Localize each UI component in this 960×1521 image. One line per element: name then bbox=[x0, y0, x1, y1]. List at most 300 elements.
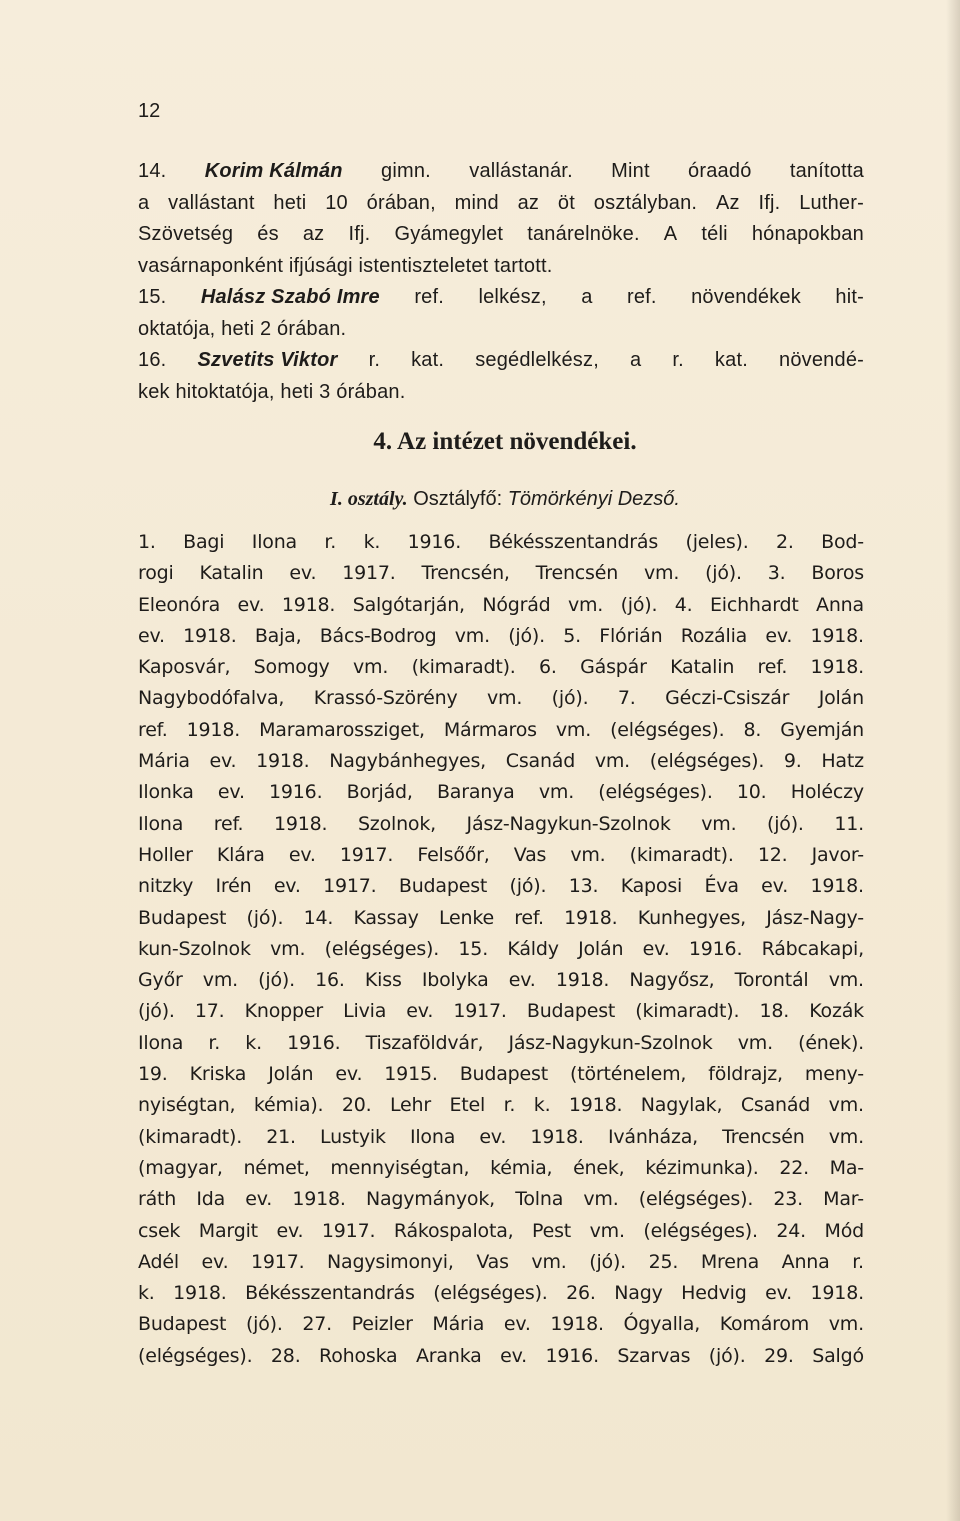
word: Nagylak, bbox=[640, 1094, 723, 1117]
word: 1918. bbox=[273, 812, 328, 835]
word: kek hitoktatója, heti 3 órában. bbox=[138, 380, 406, 403]
word: Ifj. bbox=[348, 223, 371, 245]
word: vm. bbox=[643, 562, 680, 585]
word: Bács-Bodrog bbox=[319, 624, 437, 647]
word: Baja, bbox=[254, 624, 302, 647]
word: Holéczy bbox=[790, 781, 864, 804]
word: Lustyik bbox=[320, 1125, 386, 1148]
word: kat. bbox=[714, 349, 748, 371]
word: vm. bbox=[737, 1031, 773, 1054]
word: Nagyősz, bbox=[629, 969, 715, 992]
staff-line bbox=[138, 282, 864, 314]
word: segédlelkész, bbox=[475, 349, 599, 371]
word: 14. bbox=[138, 160, 167, 182]
word: 21. bbox=[266, 1125, 296, 1148]
word: ev. bbox=[500, 1344, 528, 1367]
word: Hedvig bbox=[681, 1282, 747, 1305]
class-label: I. osztály. bbox=[330, 488, 408, 510]
roster-line bbox=[138, 746, 864, 777]
word: Csanád bbox=[505, 750, 576, 773]
word: ev. bbox=[201, 1250, 229, 1273]
word: 23. bbox=[773, 1188, 803, 1211]
word: r. bbox=[503, 1094, 516, 1117]
word: ev. bbox=[288, 843, 316, 866]
word: növendékek bbox=[691, 286, 801, 308]
word: Flórián bbox=[599, 624, 663, 647]
word: mind bbox=[454, 191, 499, 214]
word: lelkész, bbox=[478, 286, 547, 308]
word: Bagi bbox=[183, 531, 225, 553]
word: Boros bbox=[811, 562, 864, 585]
word: 4. bbox=[674, 593, 693, 616]
word: Borjád, bbox=[346, 781, 413, 804]
word: 19. bbox=[138, 1063, 168, 1086]
word: Trencsén, bbox=[421, 562, 510, 585]
word: Anna bbox=[781, 1250, 830, 1273]
staff-line bbox=[138, 156, 864, 188]
word: Mód bbox=[824, 1219, 864, 1242]
word: (jeles). bbox=[685, 531, 749, 553]
word: 1918. bbox=[173, 1282, 227, 1305]
roster-line bbox=[138, 1059, 864, 1090]
word: Peizler bbox=[351, 1313, 413, 1336]
word: vm. bbox=[570, 843, 606, 866]
word: 27. bbox=[302, 1313, 332, 1336]
word: vm. bbox=[589, 1219, 625, 1242]
word: vm. bbox=[828, 1094, 864, 1117]
word: 8. bbox=[743, 718, 762, 741]
word: Margit bbox=[198, 1219, 258, 1242]
word: ev. bbox=[138, 624, 165, 647]
word: 1918. bbox=[186, 718, 241, 741]
word: 2. bbox=[776, 531, 794, 553]
word: ev. bbox=[289, 562, 317, 585]
word: Békésszentandrás bbox=[245, 1282, 415, 1305]
staff-paragraphs bbox=[138, 156, 864, 408]
word: Mária bbox=[138, 750, 190, 773]
word: Rákospalota, bbox=[393, 1219, 514, 1242]
word: 7. bbox=[617, 687, 636, 710]
word: oktatója, heti 2 órában. bbox=[138, 317, 347, 340]
word: Kiss bbox=[364, 969, 402, 992]
word: osztályban. bbox=[593, 191, 698, 214]
word: hit- bbox=[835, 286, 864, 308]
word: Éva bbox=[704, 875, 739, 898]
word: vm. bbox=[828, 1125, 864, 1148]
word: Mármaros bbox=[443, 718, 537, 741]
word: (történelem, bbox=[569, 1063, 687, 1086]
word: kézimunka). bbox=[645, 1156, 759, 1179]
roster-line bbox=[138, 652, 864, 683]
word: Jász-Nagykun-Szolnok bbox=[466, 812, 671, 835]
word: Győr bbox=[138, 969, 183, 992]
word: 1915. bbox=[384, 1063, 438, 1086]
word: 1918. bbox=[810, 875, 864, 898]
word: 1918. bbox=[256, 750, 310, 773]
roster-line bbox=[138, 1216, 864, 1247]
roster-line bbox=[138, 809, 864, 840]
staff-line bbox=[138, 188, 864, 220]
word: vm. bbox=[352, 656, 389, 679]
word: nyiségtan, bbox=[138, 1094, 236, 1117]
roster-line bbox=[138, 840, 864, 871]
roster-line bbox=[138, 777, 864, 808]
word: Vas bbox=[513, 843, 547, 866]
word: Jász-Nagy- bbox=[766, 906, 864, 929]
word: Csanád bbox=[740, 1094, 811, 1117]
word: Ógyalla, bbox=[623, 1313, 701, 1336]
word: (jó). bbox=[766, 812, 804, 835]
word: Lenke bbox=[438, 906, 494, 929]
word: 16. bbox=[315, 969, 345, 992]
word: 1917. bbox=[251, 1250, 305, 1273]
word: 1918. bbox=[281, 593, 336, 616]
word: vm. bbox=[555, 718, 592, 741]
word: (kimaradt). bbox=[138, 1125, 243, 1148]
word: ének, bbox=[573, 1156, 625, 1179]
word: Etel bbox=[449, 1094, 486, 1117]
word: Aranka bbox=[416, 1344, 482, 1367]
word: Jolán bbox=[268, 1063, 314, 1086]
word: Trencsén bbox=[722, 1125, 805, 1148]
roster-line bbox=[138, 1184, 864, 1215]
roster-line bbox=[138, 621, 864, 652]
word: Tolna bbox=[515, 1188, 564, 1211]
roster-line bbox=[138, 683, 864, 714]
section-heading: 4. Az intézet növendékei. bbox=[373, 428, 637, 455]
word: kun-Szolnok bbox=[138, 937, 251, 960]
word: Géczi-Csiszár bbox=[665, 687, 790, 710]
word: csek bbox=[138, 1219, 181, 1242]
word: A bbox=[663, 223, 678, 245]
word: Irén bbox=[215, 875, 252, 898]
word: 1918. bbox=[550, 1313, 604, 1336]
word: vm. bbox=[538, 781, 575, 804]
word: ráth bbox=[138, 1188, 177, 1211]
word: (elégséges). bbox=[598, 781, 713, 804]
word: vallástant bbox=[168, 191, 255, 214]
word: Nagybodófalva, bbox=[138, 687, 285, 710]
word: 1918. bbox=[810, 624, 864, 647]
word: (jó). bbox=[245, 1313, 283, 1336]
word: Nagybánhegyes, bbox=[329, 750, 487, 773]
word: (jó). bbox=[138, 1000, 175, 1023]
word: Pest bbox=[532, 1219, 572, 1242]
word: Nógrád bbox=[482, 593, 551, 616]
word: Ivánháza, bbox=[607, 1125, 699, 1148]
word: 1918. bbox=[810, 656, 864, 679]
word: Maramarossziget, bbox=[259, 718, 425, 741]
word: Szarvas bbox=[617, 1344, 691, 1367]
word: Lehr bbox=[389, 1094, 431, 1117]
word: Kozák bbox=[809, 1000, 864, 1023]
word: 25. bbox=[648, 1250, 679, 1273]
word: Adél bbox=[138, 1250, 179, 1273]
class-head-name: Tömörkényi Dezső. bbox=[507, 488, 680, 510]
word: (elégséges). bbox=[610, 718, 725, 741]
word: Gáspár bbox=[580, 656, 647, 679]
word: Nagymányok, bbox=[365, 1188, 496, 1211]
roster-line bbox=[138, 996, 864, 1027]
word: ev. bbox=[209, 750, 237, 773]
roster-line bbox=[138, 1122, 864, 1153]
word: tanárelnöke. bbox=[527, 223, 640, 245]
word: Kaposvár, bbox=[138, 656, 231, 679]
word: Jolán bbox=[578, 937, 624, 960]
word: ev. bbox=[273, 875, 301, 898]
word: ev. bbox=[406, 1000, 434, 1023]
word: Ibolyka bbox=[421, 969, 489, 992]
word: 22. bbox=[779, 1156, 809, 1179]
word: r. bbox=[672, 349, 684, 371]
roster-line bbox=[138, 1341, 864, 1372]
word: hónapokban bbox=[751, 223, 864, 245]
word: ev. bbox=[503, 1313, 531, 1336]
word: ev. bbox=[765, 624, 793, 647]
word: k. bbox=[363, 531, 381, 553]
word: öt bbox=[557, 191, 576, 214]
class-head-label: Osztályfő: bbox=[413, 488, 503, 510]
word: 3. bbox=[767, 562, 786, 585]
word: vm. bbox=[567, 593, 604, 616]
word: Budapest bbox=[459, 1063, 548, 1086]
word: vm. bbox=[202, 969, 238, 992]
word: 1918. bbox=[564, 906, 618, 929]
word: 15. bbox=[458, 937, 489, 960]
word: k. bbox=[138, 1282, 155, 1305]
word: (jó). bbox=[589, 1250, 627, 1273]
roster-line bbox=[138, 871, 864, 902]
word: Rozália bbox=[680, 624, 748, 647]
word: Korim Kálmán bbox=[204, 160, 343, 182]
word: vm. bbox=[594, 750, 631, 773]
word: ref. bbox=[514, 906, 544, 929]
word: Salgó bbox=[812, 1344, 864, 1367]
word: Ma- bbox=[829, 1156, 864, 1179]
word: heti bbox=[273, 191, 307, 214]
word: a bbox=[630, 349, 642, 371]
word: vm. bbox=[828, 1313, 864, 1336]
word: 1918. bbox=[292, 1188, 346, 1211]
word: vm. bbox=[270, 937, 306, 960]
word: Torontál bbox=[734, 969, 809, 992]
word: az bbox=[517, 191, 540, 214]
word: ev. bbox=[761, 875, 789, 898]
roster-line bbox=[138, 1247, 864, 1278]
word: Budapest bbox=[526, 1000, 616, 1023]
word: Rábcakapi, bbox=[761, 937, 864, 960]
staff-line bbox=[138, 377, 864, 409]
word: német, bbox=[243, 1156, 310, 1179]
word: 1917. bbox=[342, 562, 396, 585]
word: Luther- bbox=[799, 191, 864, 214]
word: ev. bbox=[642, 937, 670, 960]
word: 1918. bbox=[530, 1125, 584, 1148]
word: Gyemján bbox=[780, 718, 864, 741]
staff-line bbox=[138, 219, 864, 251]
word: Békésszentandrás bbox=[488, 531, 659, 553]
word: ev. bbox=[479, 1125, 507, 1148]
word: (jó). bbox=[509, 875, 547, 898]
word: 28. bbox=[270, 1344, 301, 1367]
word: 14. bbox=[303, 906, 334, 929]
word: Katalin bbox=[670, 656, 735, 679]
word: óraadó bbox=[688, 160, 752, 182]
word: (elégséges). bbox=[638, 1188, 754, 1211]
word: Mrena bbox=[700, 1250, 760, 1273]
word: 1917. bbox=[323, 875, 377, 898]
word: Az bbox=[715, 191, 740, 214]
word: rogi bbox=[138, 562, 174, 585]
word: a bbox=[581, 286, 593, 308]
word: 1918. bbox=[183, 624, 237, 647]
word: földrajz, bbox=[708, 1063, 783, 1086]
page-edge-shadow bbox=[946, 0, 960, 1521]
word: Eichhardt bbox=[709, 593, 799, 616]
word: Klára bbox=[216, 843, 265, 866]
word: (magyar, bbox=[138, 1156, 223, 1179]
word: Nagysimonyi, bbox=[327, 1250, 454, 1273]
word: k. bbox=[245, 1031, 262, 1054]
staff-line bbox=[138, 251, 864, 283]
word: Mint bbox=[611, 160, 650, 182]
word: (kimaradt). bbox=[635, 1000, 740, 1023]
word: Anna bbox=[816, 593, 864, 616]
word: 1916. bbox=[407, 531, 462, 553]
word: gimn. bbox=[381, 160, 431, 182]
word: Komárom bbox=[719, 1313, 810, 1336]
word: ev. bbox=[276, 1219, 304, 1242]
word: Mar- bbox=[823, 1188, 864, 1211]
word: Ilonka bbox=[138, 781, 194, 804]
word: vallástanár. bbox=[469, 160, 573, 182]
word: Jász-Nagykun-Szolnok bbox=[508, 1031, 713, 1054]
word: 17. bbox=[194, 1000, 225, 1023]
word: Jolán bbox=[818, 687, 864, 710]
word: 1916. bbox=[688, 937, 743, 960]
roster-line bbox=[138, 558, 864, 589]
roster-line bbox=[138, 903, 864, 934]
word: 1. bbox=[138, 531, 156, 553]
word: Szövetség bbox=[138, 223, 234, 245]
word: (elégséges). bbox=[324, 937, 440, 960]
word: Krassó-Szörény bbox=[313, 687, 458, 710]
word: ev. bbox=[335, 1063, 363, 1086]
word: k. bbox=[533, 1094, 551, 1117]
word: Knopper bbox=[244, 1000, 324, 1023]
word: (kimaradt). bbox=[411, 656, 516, 679]
word: Holler bbox=[138, 843, 193, 866]
word: Ifj. bbox=[758, 191, 781, 214]
word: órában, bbox=[366, 191, 436, 214]
word: 1916. bbox=[545, 1344, 599, 1367]
word: nitzky bbox=[138, 875, 194, 898]
word: Katalin bbox=[199, 562, 264, 585]
roster-line bbox=[138, 965, 864, 996]
word: ref. bbox=[757, 656, 788, 679]
word: 1917. bbox=[339, 843, 394, 866]
word: vm. bbox=[531, 1250, 567, 1273]
word: vm. bbox=[487, 687, 523, 710]
word: 26. bbox=[566, 1282, 596, 1305]
word: (elégséges). bbox=[643, 1219, 758, 1242]
word: ref. bbox=[414, 286, 445, 308]
word: Somogy bbox=[253, 656, 330, 679]
staff-line bbox=[138, 345, 864, 377]
word: 20. bbox=[341, 1094, 372, 1117]
word: meny- bbox=[804, 1063, 864, 1086]
word: vm. bbox=[701, 812, 737, 835]
word: 11. bbox=[834, 812, 864, 835]
word: Ilona bbox=[138, 812, 184, 835]
roster-line bbox=[138, 934, 864, 965]
word: Káldy bbox=[507, 937, 559, 960]
word: Kriska bbox=[189, 1063, 247, 1086]
word: Felsőőr, bbox=[417, 843, 490, 866]
page-number: 12 bbox=[138, 100, 161, 122]
word: 1917. bbox=[453, 1000, 507, 1023]
class-header bbox=[0, 488, 960, 511]
word: ev. bbox=[245, 1188, 273, 1211]
word: ref. bbox=[138, 718, 168, 741]
word: és bbox=[257, 223, 279, 245]
word: Halász Szabó Imre bbox=[200, 286, 380, 308]
roster-line bbox=[138, 1153, 864, 1184]
word: Ilona bbox=[251, 531, 297, 553]
word: r. bbox=[208, 1031, 221, 1054]
word: Ilona bbox=[138, 1031, 184, 1054]
word: téli bbox=[701, 223, 728, 245]
roster-line bbox=[138, 1309, 864, 1340]
word: növendé- bbox=[779, 349, 864, 371]
word: 16. bbox=[138, 349, 167, 371]
word: Eleonóra bbox=[138, 593, 221, 616]
roster-line bbox=[138, 1028, 864, 1059]
word: ev. bbox=[508, 969, 536, 992]
word: kémia, bbox=[490, 1156, 553, 1179]
staff-line bbox=[138, 314, 864, 346]
word: Kaposi bbox=[620, 875, 683, 898]
word: (jó). bbox=[258, 969, 295, 992]
word: (jó). bbox=[705, 562, 742, 585]
word: Ilona bbox=[409, 1125, 456, 1148]
word: Salgótarján, bbox=[352, 593, 465, 616]
word: Hatz bbox=[821, 750, 864, 773]
word: ev. bbox=[237, 593, 265, 616]
word: ev. bbox=[217, 781, 245, 804]
word: Vas bbox=[476, 1250, 509, 1273]
word: 15. bbox=[138, 286, 167, 308]
word: vm. bbox=[454, 624, 490, 647]
word: r. bbox=[324, 531, 337, 553]
word: Kunhegyes, bbox=[637, 906, 747, 929]
word: (jó). bbox=[620, 593, 658, 616]
word: (elégséges). bbox=[138, 1344, 253, 1367]
word: kat. bbox=[411, 349, 445, 371]
word: Ida bbox=[196, 1188, 226, 1211]
roster-line bbox=[138, 1278, 864, 1309]
word: ref. bbox=[213, 812, 244, 835]
word: ref. bbox=[626, 286, 657, 308]
word: Budapest bbox=[138, 906, 227, 929]
word: 1916. bbox=[287, 1031, 341, 1054]
word: tanította bbox=[789, 160, 864, 182]
word: Javor- bbox=[811, 843, 864, 866]
roster-line bbox=[138, 1090, 864, 1121]
word: vm. bbox=[583, 1188, 619, 1211]
word: az bbox=[302, 223, 325, 245]
roster-line bbox=[138, 527, 864, 558]
